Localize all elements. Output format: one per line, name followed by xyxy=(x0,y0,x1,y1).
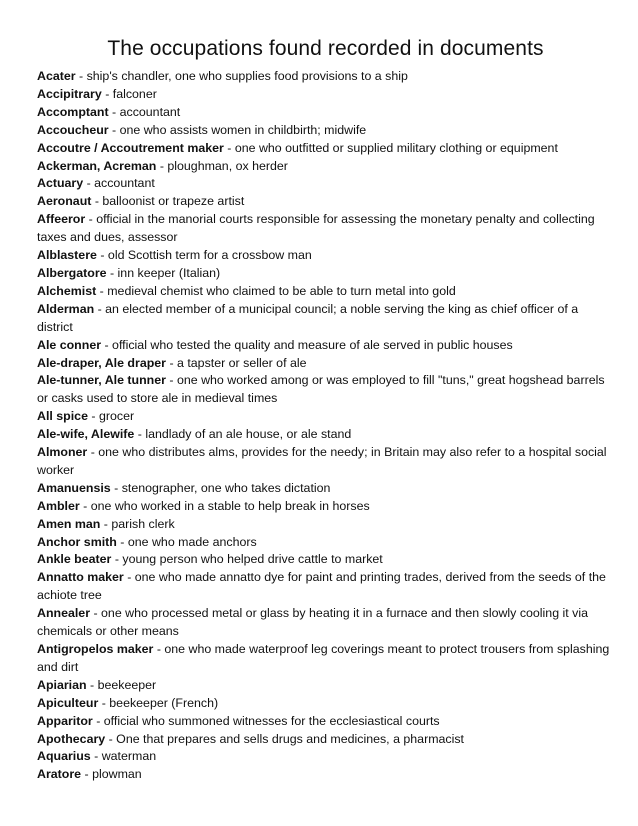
occupation-entry xyxy=(37,175,614,193)
occupation-definition: - one who made waterproof leg coverings meant to protect trousers from splashing and dirt xyxy=(37,642,610,674)
occupation-definition: - young person who helped drive cattle to market xyxy=(111,552,383,567)
occupation-list xyxy=(37,68,614,784)
occupation-definition: - one who assists women in childbirth; midwife xyxy=(108,122,367,137)
occupation-definition: - accountant xyxy=(108,104,181,119)
occupation-entry xyxy=(37,247,614,265)
occupation-definition: - one who worked among or was employed to fill "tuns," great hogshead barrels or casks used to store ale in medieval times xyxy=(37,373,605,406)
occupation-term: Ale-tunner, Ale tunner xyxy=(37,373,166,388)
occupation-term: Aratore xyxy=(37,767,82,782)
occupation-definition: - beekeeper xyxy=(86,677,157,692)
occupation-entry xyxy=(37,713,614,731)
occupation-entry xyxy=(37,569,614,605)
occupation-term: Affeeror xyxy=(37,212,86,227)
occupation-entry xyxy=(37,158,614,176)
occupation-definition: - stenographer, one who takes dictation xyxy=(110,480,331,495)
occupation-definition: - parish clerk xyxy=(100,516,175,531)
occupation-term: Alchemist xyxy=(37,283,97,298)
occupation-term: Ale-wife, Alewife xyxy=(37,427,135,442)
occupation-definition: - waterman xyxy=(90,749,157,764)
occupation-term: Alblastere xyxy=(37,248,97,263)
occupation-entry xyxy=(37,480,614,498)
occupation-entry xyxy=(37,641,614,677)
occupation-entry xyxy=(37,695,614,713)
occupation-definition: - ploughman, ox herder xyxy=(156,158,288,173)
occupation-term: Apparitor xyxy=(37,713,93,728)
occupation-term: Annatto maker xyxy=(37,570,124,585)
occupation-term: Aquarius xyxy=(37,749,91,764)
occupation-definition: - a tapster or seller of ale xyxy=(166,355,307,370)
occupation-term: Alderman xyxy=(37,301,95,316)
occupation-definition: - official who summoned witnesses for the ecclesiastical courts xyxy=(92,713,440,728)
occupation-entry xyxy=(37,534,614,552)
occupation-entry xyxy=(37,372,614,408)
occupation-definition: - beekeeper (French) xyxy=(98,695,219,710)
occupation-term: All spice xyxy=(37,409,88,424)
occupation-definition: - an elected member of a municipal council; a noble serving the king as chief officer of a district xyxy=(37,301,579,334)
occupation-term: Albergatore xyxy=(37,265,107,280)
occupation-entry xyxy=(37,283,614,301)
occupation-term: Apothecary xyxy=(37,731,106,746)
occupation-term: Ambler xyxy=(37,498,80,513)
occupation-entry xyxy=(37,426,614,444)
occupation-definition: - One that prepares and sells drugs and medicines, a pharmacist xyxy=(105,731,464,746)
occupation-entry xyxy=(37,748,614,766)
occupation-entry xyxy=(37,140,614,158)
occupation-definition: - one who worked in a stable to help break in horses xyxy=(79,498,370,513)
occupation-definition: - one who outfitted or supplied military clothing or equipment xyxy=(223,140,558,155)
occupation-term: Ackerman, Acreman xyxy=(37,158,157,173)
occupation-entry xyxy=(37,86,614,104)
occupation-definition: - one who made annatto dye for paint and printing trades, derived from the seeds of the achiote tree xyxy=(37,570,606,603)
occupation-entry xyxy=(37,498,614,516)
occupation-term: Ale conner xyxy=(37,337,102,352)
occupation-definition: - balloonist or trapeze artist xyxy=(91,194,245,209)
occupation-definition: - falconer xyxy=(101,86,157,101)
occupation-term: Aeronaut xyxy=(37,194,92,209)
occupation-entry xyxy=(37,731,614,749)
occupation-definition: - official who tested the quality and measure of ale served in public houses xyxy=(101,337,513,352)
occupation-term: Amanuensis xyxy=(37,480,111,495)
occupation-definition: - grocer xyxy=(87,409,135,424)
occupation-entry xyxy=(37,551,614,569)
occupation-entry xyxy=(37,337,614,355)
occupation-term: Antigropelos maker xyxy=(37,642,154,656)
occupation-entry xyxy=(37,301,614,337)
occupation-definition: - landlady of an ale house, or ale stand xyxy=(134,427,352,442)
occupation-term: Actuary xyxy=(37,176,84,191)
occupation-definition: - inn keeper (Italian) xyxy=(106,265,221,280)
occupation-definition: - one who made anchors xyxy=(116,534,257,549)
occupation-term: Ale-draper, Ale draper xyxy=(37,355,166,370)
occupation-definition: - one who distributes alms, provides for the needy; in Britain may also refer to a hospital social worker xyxy=(37,445,607,477)
occupation-term: Apiculteur xyxy=(37,695,99,710)
occupation-term: Accoutre / Accoutrement maker xyxy=(37,140,224,155)
occupation-entry xyxy=(37,444,614,480)
occupation-entry xyxy=(37,211,614,247)
occupation-entry xyxy=(37,516,614,534)
occupation-entry xyxy=(37,265,614,283)
occupation-entry xyxy=(37,355,614,373)
occupation-entry xyxy=(37,766,614,784)
occupation-entry xyxy=(37,104,614,122)
occupation-entry xyxy=(37,193,614,211)
occupation-term: Apiarian xyxy=(37,677,87,692)
occupation-term: Annealer xyxy=(37,606,91,621)
occupation-term: Anchor smith xyxy=(37,534,117,549)
occupation-entry xyxy=(37,122,614,140)
occupation-entry xyxy=(37,408,614,426)
occupation-definition: - plowman xyxy=(81,767,142,782)
occupation-term: Accomptant xyxy=(37,104,109,119)
occupation-term: Accoucheur xyxy=(37,122,109,137)
occupation-definition: - ship's chandler, one who supplies food provisions to a ship xyxy=(75,69,408,83)
occupation-definition: - official in the manorial courts responsible for assessing the monetary penalty and collecting taxes and dues, assessor xyxy=(37,212,595,245)
occupation-term: Amen man xyxy=(37,516,101,531)
page-title: The occupations found recorded in documents xyxy=(107,37,544,60)
occupation-entry xyxy=(37,677,614,695)
occupation-definition: - accountant xyxy=(83,176,155,191)
occupation-term: Acater xyxy=(37,69,76,83)
occupation-definition: - one who processed metal or glass by heating it in a furnace and then slowly cooling it via chemicals or other means xyxy=(37,606,588,639)
occupation-entry xyxy=(37,605,614,641)
occupation-definition: - medieval chemist who claimed to be able to turn metal into gold xyxy=(96,283,456,298)
occupation-entry xyxy=(37,68,614,86)
occupation-definition: - old Scottish term for a crossbow man xyxy=(96,248,312,263)
occupation-term: Almoner xyxy=(37,445,88,460)
occupation-term: Ankle beater xyxy=(37,552,112,567)
occupation-term: Accipitrary xyxy=(37,86,102,101)
